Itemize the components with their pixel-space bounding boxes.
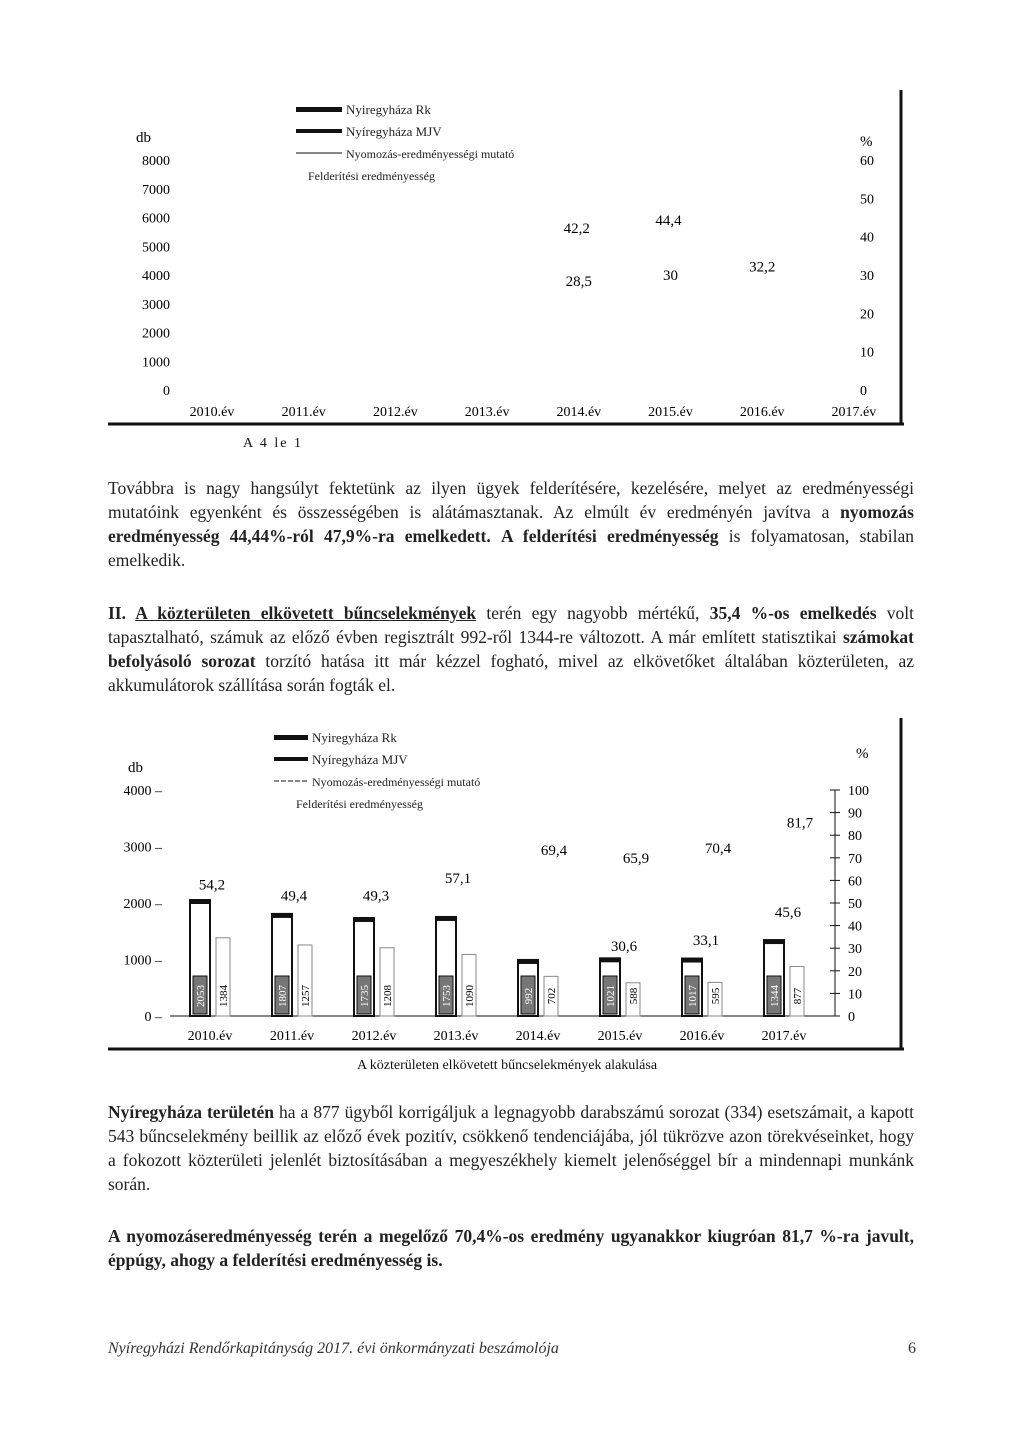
paragraph-2-text-3: torzító hatása itt már kézzel fogható, mivel az elkövetőket általában közterületen, az akkumulátorok szállítása során fogták el. [108,651,915,695]
legend-swatch [274,757,308,761]
legend-label: Nyíregyháza MJV [312,752,408,767]
legend-swatch [296,107,342,112]
paragraph-1-sep [491,526,501,546]
data-label-nyomozas: 54,2 [198,877,226,894]
bar-rk-cap [190,900,210,904]
legend-label: Nyiregyháza Rk [312,730,397,745]
data-label-nyomozas: 49,3 [362,888,390,905]
x-tick-label: 2014.év [515,1029,561,1044]
right-tick-label: 40 [860,230,874,246]
paragraph-1 [108,476,914,572]
left-tick-label: 0 – [144,1010,162,1025]
data-label: 32,2 [749,259,776,276]
right-tick-label: 100 [848,784,869,799]
data-label-felderites: 30,6 [610,938,638,955]
legend-label: Nyiregyháza Rk [346,102,431,117]
right-tick-label: 30 [860,269,874,284]
right-tick-label: 40 [848,919,862,935]
paragraph-3-bold: Nyíregyháza területén [108,1102,275,1122]
x-tick-label: 2017.év [831,405,877,420]
left-tick-label: 0 [163,384,170,399]
bar-rk-value: 992 [523,987,535,1005]
left-tick-label: 1000 [142,355,170,371]
left-tick-label: 4000 [142,269,170,284]
bar-rk-value: 1344 [769,985,781,1007]
data-label: 44,4 [655,212,682,229]
data-label-nyomozas: 70,4 [704,840,732,857]
left-tick-label: 2000 [142,326,170,342]
legend-label: Nyomozás-eredményességi mutató [346,147,515,161]
bar-rk-cap [600,958,620,962]
chart-2-caption: A közterületen elkövetett bűncselekmények alakulása [356,1058,658,1073]
bar-mjv-value: 588 [628,987,640,1005]
paragraph-2 [108,601,914,697]
right-tick-label: 50 [848,897,862,912]
x-tick-label: 2010.év [189,405,235,420]
paragraph-3-text: ha a 877 ügyből korrigáljuk a legnagyobb darabszámú sorozat (334) esetszámait, a kapott 543 bűncselekmény beillik az előző évek pozitív, csökkenő tendenciájába, jól tükrözve azon törekvéseinket, hogy a fokozott közterületi jelenlét biztosításában a megyeszékhely kiemelt jelenőséggel bír a mindennapi munkánk során. [108,1102,914,1194]
x-tick-label: 2012.év [351,1029,397,1044]
legend-label: Felderítési eredményesség [308,169,435,183]
legend-swatch [274,735,308,740]
right-tick-label: 70 [848,851,862,867]
bar-mjv-value: 595 [710,987,722,1005]
chart-1-svg [108,90,904,430]
legend-label: Nyomozás-eredményességi mutató [312,775,481,789]
left-tick-label: 5000 [142,240,170,256]
bar-mjv-value: 877 [792,987,804,1005]
bar-rk-value: 1807 [277,985,289,1007]
section-number: II. [108,603,136,623]
right-tick-label: 10 [848,987,862,1003]
data-label-felderites: 45,6 [774,904,802,921]
bar-rk-value: 1735 [359,985,371,1007]
legend-swatch [296,129,342,133]
paragraph-2-text-2: volt tapasztalható, számuk az előző évben regisztrált 992-ről 1344-re változott. A már említett statisztikai [108,603,914,647]
bar-rk-cap [272,914,292,918]
bar-mjv-value: 1257 [300,985,312,1007]
chart-2-svg [108,718,904,1054]
paragraph-1-bold-2: A felderítési eredményesség [501,526,719,546]
data-label-nyomozas: 69,4 [540,843,568,860]
left-axis-unit: db [136,130,151,146]
paragraph-1-bold: nyomozás eredményesség 44,44%-ról 47,9%-ra emelkedett. [108,502,914,546]
left-axis-unit: db [128,760,143,776]
legend-label: Felderítési eredményesség [296,797,423,811]
right-tick-label: 20 [860,307,874,323]
x-tick-label: 2017.év [761,1029,807,1044]
right-tick-label: 30 [848,942,862,958]
page-footer [108,1340,916,1358]
bar-mjv-value: 702 [546,987,558,1005]
right-axis-unit: % [856,746,869,762]
left-tick-label: 2000 – [123,897,162,912]
data-label-felderites: 33,1 [692,933,720,950]
paragraph-1-text: Továbbra is nagy hangsúlyt fektetünk az ilyen ügyek felderítésére, kezelésére, melyet az eredményességi mutatóink egyenként és összességében is alátámasztanak. Az elmúlt év eredményén javítva a [108,478,914,522]
left-tick-label: 4000 – [123,784,162,799]
bar-mjv-value: 1208 [382,985,394,1007]
legend-label: Nyíregyháza MJV [346,124,442,139]
left-tick-label: 8000 [142,154,170,169]
left-tick-label: 6000 [142,211,170,227]
left-tick-label: 7000 [142,182,170,198]
bar-mjv-value: 1384 [218,985,230,1007]
x-tick-label: 2012.év [373,405,418,420]
right-tick-label: 90 [848,806,862,822]
bar-rk-cap [764,940,784,944]
bar-rk-cap [518,960,538,964]
x-tick-label: 2011.év [269,1029,315,1044]
paragraph-4 [108,1224,914,1272]
right-tick-label: 20 [848,964,862,980]
paragraph-3 [108,1100,914,1196]
x-tick-label: 2013.év [433,1029,479,1044]
bar-mjv-value: 1090 [464,985,476,1007]
right-tick-label: 0 [848,1010,855,1025]
left-tick-label: 3000 – [123,840,162,856]
bar-rk-value: 1017 [687,985,699,1007]
x-tick-label: 2015.év [648,405,693,420]
x-tick-label: 2015.év [597,1029,643,1044]
paragraph-1-text-2: is folyamatosan, stabilan emelkedik. [108,526,914,570]
bar-rk-cap [354,918,374,922]
chart-1 [108,90,904,430]
data-label: 30 [663,268,678,284]
x-tick-label: 2014.év [556,405,602,420]
data-label-nyomozas: 49,4 [280,888,308,905]
data-label: 42,2 [563,221,590,238]
bar-rk-cap [682,959,702,963]
bar-rk-value: 2053 [195,985,207,1007]
data-label: 28,5 [565,273,592,290]
right-tick-label: 60 [860,154,874,169]
right-tick-label: 60 [848,874,862,890]
section-heading: A közterületen elkövetett bűncselekmények [135,603,477,623]
data-label-nyomozas: 81,7 [786,815,814,832]
x-tick-label: 2011.év [281,405,326,420]
paragraph-4-text: A nyomozáseredményesség terén a megelőző 70,4%-os eredmény ugyanakkor kiugróan 81,7 %-ra javult, éppúgy, ahogy a felderítési eredményesség is. [108,1226,914,1270]
left-tick-label: 1000 – [123,953,162,969]
right-tick-label: 10 [860,345,874,361]
left-tick-label: 3000 [142,297,170,313]
x-tick-label: 2013.év [464,405,510,420]
bar-rk-value: 1753 [441,985,453,1007]
right-axis-unit: % [860,134,873,150]
right-tick-label: 0 [860,384,867,399]
right-tick-label: 50 [860,192,874,208]
footer-title: Nyíregyházi Rendőrkapitányság 2017. évi önkormányzati beszámolója [108,1340,559,1357]
paragraph-2-bold-1: 35,4 %-os emelkedés [709,603,877,623]
paragraph-2-bold-2: számokat befolyásoló sorozat [108,627,914,671]
bar-rk-cap [436,917,456,921]
x-tick-label: 2010.év [187,1029,233,1044]
right-tick-label: 80 [848,829,862,845]
chart-1-caption: A 4 le 1 [243,436,303,451]
bar-rk-value: 1021 [605,985,617,1007]
data-label-nyomozas: 65,9 [622,851,650,868]
x-tick-label: 2016.év [679,1029,725,1044]
chart-2 [108,718,904,1054]
paragraph-2-text-1: terén egy nagyobb mértékű, [476,603,710,623]
x-tick-label: 2016.év [739,405,785,420]
data-label-nyomozas: 57,1 [444,870,472,887]
page-number: 6 [908,1340,916,1357]
